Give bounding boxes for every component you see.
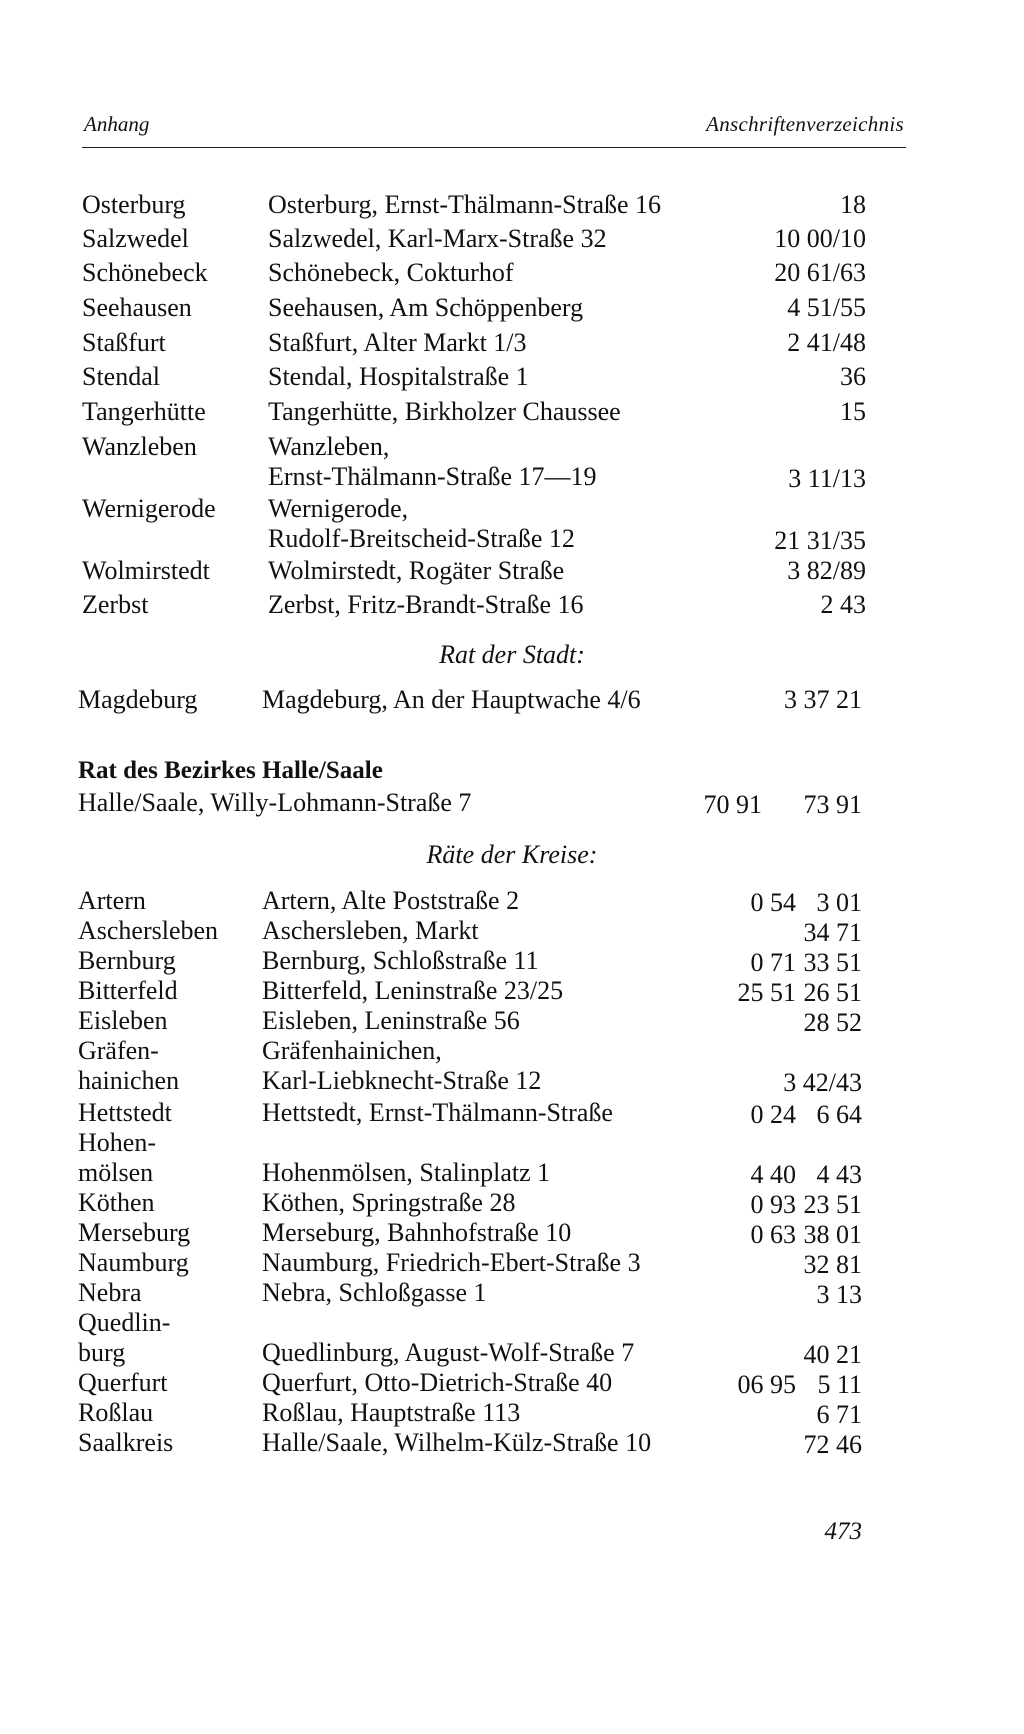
entry-name: Querfurt [78, 1368, 168, 1397]
entry-name: Naumburg [78, 1248, 189, 1277]
entry-address: Salzwedel, Karl-Marx-Straße 32 [268, 224, 607, 253]
entry-name: Bernburg [78, 946, 176, 975]
entry-phone-b: 4 43 [816, 1160, 862, 1189]
entry-address: Schönebeck, Cokturhof [268, 258, 514, 287]
bezirk-address: Halle/Saale, Willy-Lohmann-Straße 7 [78, 788, 472, 817]
entry-phone: 21 31/35 [774, 526, 866, 555]
directory-row [0, 494, 1024, 524]
directory-phone-row [0, 590, 1024, 620]
running-header-right: Anschriftenverzeichnis [706, 112, 904, 136]
entry-name: Wolmirstedt [82, 556, 210, 585]
entry-phone: 18 [840, 190, 866, 219]
directory-phone-row [0, 258, 1024, 288]
entry-address: Halle/Saale, Wilhelm-Külz-Straße 10 [262, 1428, 652, 1457]
entry-address: Tangerhütte, Birkholzer Chaussee [268, 397, 621, 426]
entry-address: Zerbst, Fritz-Brandt-Straße 16 [268, 590, 584, 619]
entry-phone-a: 0 24 [750, 1100, 796, 1129]
entry-name: Köthen [78, 1188, 155, 1217]
entry-name: Saalkreis [78, 1428, 174, 1457]
entry-phone-a: 4 40 [750, 1160, 796, 1189]
entry-phone: 36 [840, 362, 866, 391]
directory-phone-row [0, 1340, 1024, 1370]
entry-name: Stendal [82, 362, 160, 391]
entry-phone-b: 6 71 [816, 1400, 862, 1429]
entry-phone: 4 51/55 [787, 293, 866, 322]
entry-name: Seehausen [82, 293, 192, 322]
directory-row [0, 1036, 1024, 1066]
directory-phone-row [0, 224, 1024, 254]
entry-phone-a: 25 51 [737, 978, 796, 1007]
entry-name: Merseburg [78, 1218, 191, 1247]
directory-phone-row [0, 1400, 1024, 1430]
running-header-left: Anhang [84, 112, 150, 136]
entry-name-line2: mölsen [78, 1158, 154, 1187]
directory-phone-row [0, 888, 1024, 918]
entry-address: Wernigerode, [268, 494, 409, 523]
directory-phone-row [0, 397, 1024, 427]
entry-address-line2: Ernst-Thälmann-Straße 17—19 [268, 462, 597, 491]
entry-name: Magdeburg [78, 685, 198, 714]
directory-phone-row [0, 1220, 1024, 1250]
entry-name: Salzwedel [82, 224, 189, 253]
entry-name: Wernigerode [82, 494, 216, 523]
entry-address: Aschersleben, Markt [262, 916, 479, 945]
entry-address: Seehausen, Am Schöppenberg [268, 293, 584, 322]
directory-phone-row [0, 1190, 1024, 1220]
entry-phone-a: 06 95 [737, 1370, 796, 1399]
entry-name: Bitterfeld [78, 976, 178, 1005]
directory-phone-row [0, 328, 1024, 358]
entry-address: Stendal, Hospitalstraße 1 [268, 362, 529, 391]
entry-name: Roßlau [78, 1398, 154, 1427]
entry-address: Nebra, Schloßgasse 1 [262, 1278, 487, 1307]
entry-name: Zerbst [82, 590, 149, 619]
entry-phone: 2 43 [820, 590, 866, 619]
entry-name-line2: hainichen [78, 1066, 180, 1095]
entry-address: Bitterfeld, Leninstraße 23/25 [262, 976, 564, 1005]
entry-address: Naumburg, Friedrich-Ebert-Straße 3 [262, 1248, 641, 1277]
directory-phone-row [0, 1280, 1024, 1310]
entry-address: Bernburg, Schloßstraße 11 [262, 946, 539, 975]
entry-name: Gräfen- [78, 1036, 159, 1065]
entry-phone-a: 0 71 [750, 948, 796, 977]
directory-phone-row [0, 1430, 1024, 1460]
directory-phone-row [0, 464, 1024, 494]
entry-address: Merseburg, Bahnhofstraße 10 [262, 1218, 572, 1247]
directory-row-stadt [0, 685, 1024, 715]
directory-phone-row [0, 948, 1024, 978]
bezirk-phone-a: 70 91 [703, 790, 762, 819]
entry-address: Roßlau, Hauptstraße 113 [262, 1398, 521, 1427]
directory-phone-row [0, 293, 1024, 323]
directory-phone-row [0, 978, 1024, 1008]
directory-phone-row [0, 1068, 1024, 1098]
entry-phone-b: 28 52 [803, 1008, 862, 1037]
entry-phone-b: 3 42/43 [783, 1068, 862, 1097]
directory-phone-row [0, 526, 1024, 556]
entry-phone-b: 33 51 [803, 948, 862, 977]
entry-address-line2: Rudolf-Breitscheid-Straße 12 [268, 524, 575, 553]
entry-phone: 2 41/48 [787, 328, 866, 357]
entry-address: Artern, Alte Poststraße 2 [262, 886, 520, 915]
entry-phone-b: 3 01 [816, 888, 862, 917]
entry-phone-b: 32 81 [803, 1250, 862, 1279]
entry-phone: 20 61/63 [774, 258, 866, 287]
entry-address: Eisleben, Leninstraße 56 [262, 1006, 520, 1035]
entry-phone: 3 37 21 [784, 685, 862, 714]
entry-address: Gräfenhainichen, [262, 1036, 442, 1065]
entry-name: Quedlin- [78, 1308, 171, 1337]
directory-phone-row [0, 556, 1024, 586]
bezirk-phone-b: 73 91 [803, 790, 862, 819]
entry-phone-b: 26 51 [803, 978, 862, 1007]
entry-phone: 10 00/10 [774, 224, 866, 253]
directory-phone-row [0, 190, 1024, 220]
section-title-bezirk: Rat des Bezirkes Halle/Saale [78, 757, 383, 784]
entry-phone-b: 72 46 [803, 1430, 862, 1459]
entry-phone: 15 [840, 397, 866, 426]
entry-name: Wanzleben [82, 432, 197, 461]
entry-phone-b: 40 21 [803, 1340, 862, 1369]
entry-address: Osterburg, Ernst-Thälmann-Straße 16 [268, 190, 662, 219]
header-rule [82, 147, 906, 148]
page-number: 473 [824, 1518, 862, 1545]
directory-phone-row [0, 1008, 1024, 1038]
entry-phone-b: 3 13 [816, 1280, 862, 1309]
entry-address: Querfurt, Otto-Dietrich-Straße 40 [262, 1368, 613, 1397]
entry-address-line2: Karl-Liebknecht-Straße 12 [262, 1066, 542, 1095]
entry-address: Hettstedt, Ernst-Thälmann-Straße [262, 1098, 613, 1127]
entry-phone-a: 0 63 [750, 1220, 796, 1249]
directory-phone-row [0, 1370, 1024, 1400]
entry-name: Nebra [78, 1278, 142, 1307]
directory-phone-row [0, 362, 1024, 392]
entry-address: Magdeburg, An der Hauptwache 4/6 [262, 685, 641, 714]
entry-phone: 3 11/13 [788, 464, 866, 493]
entry-address: Staßfurt, Alter Markt 1/3 [268, 328, 527, 357]
section-heading-stadt: Rat der Stadt: [439, 640, 585, 669]
directory-row [0, 1308, 1024, 1338]
entry-name: Tangerhütte [82, 397, 206, 426]
directory-phone-row [0, 1250, 1024, 1280]
directory-row [0, 1128, 1024, 1158]
entry-name-line2: burg [78, 1338, 126, 1367]
entry-address-line2: Hohenmölsen, Stalinplatz 1 [262, 1158, 551, 1187]
entry-name: Hohen- [78, 1128, 156, 1157]
directory-phone-row [0, 918, 1024, 948]
entry-phone-b: 23 51 [803, 1190, 862, 1219]
directory-phone-row [0, 1160, 1024, 1190]
entry-phone-b: 34 71 [803, 918, 862, 947]
entry-address: Köthen, Springstraße 28 [262, 1188, 516, 1217]
directory-row [0, 432, 1024, 462]
entry-name: Eisleben [78, 1006, 168, 1035]
entry-phone-b: 38 01 [803, 1220, 862, 1249]
entry-name: Osterburg [82, 190, 186, 219]
entry-name: Schönebeck [82, 258, 208, 287]
entry-name: Staßfurt [82, 328, 166, 357]
entry-phone: 3 82/89 [787, 556, 866, 585]
entry-phone-b: 5 11 [817, 1370, 862, 1399]
entry-address: Wanzleben, [268, 432, 390, 461]
entry-name: Hettstedt [78, 1098, 172, 1127]
entry-address: Wolmirstedt, Rogäter Straße [268, 556, 565, 585]
entry-name: Aschersleben [78, 916, 219, 945]
directory-phone-row [0, 1100, 1024, 1130]
entry-name: Artern [78, 886, 146, 915]
entry-phone-b: 6 64 [816, 1100, 862, 1129]
entry-phone-a: 0 54 [750, 888, 796, 917]
entry-address-line2: Quedlinburg, August-Wolf-Straße 7 [262, 1338, 635, 1367]
entry-phone-a: 0 93 [750, 1190, 796, 1219]
section-heading-kreise: Räte der Kreise: [426, 840, 598, 869]
